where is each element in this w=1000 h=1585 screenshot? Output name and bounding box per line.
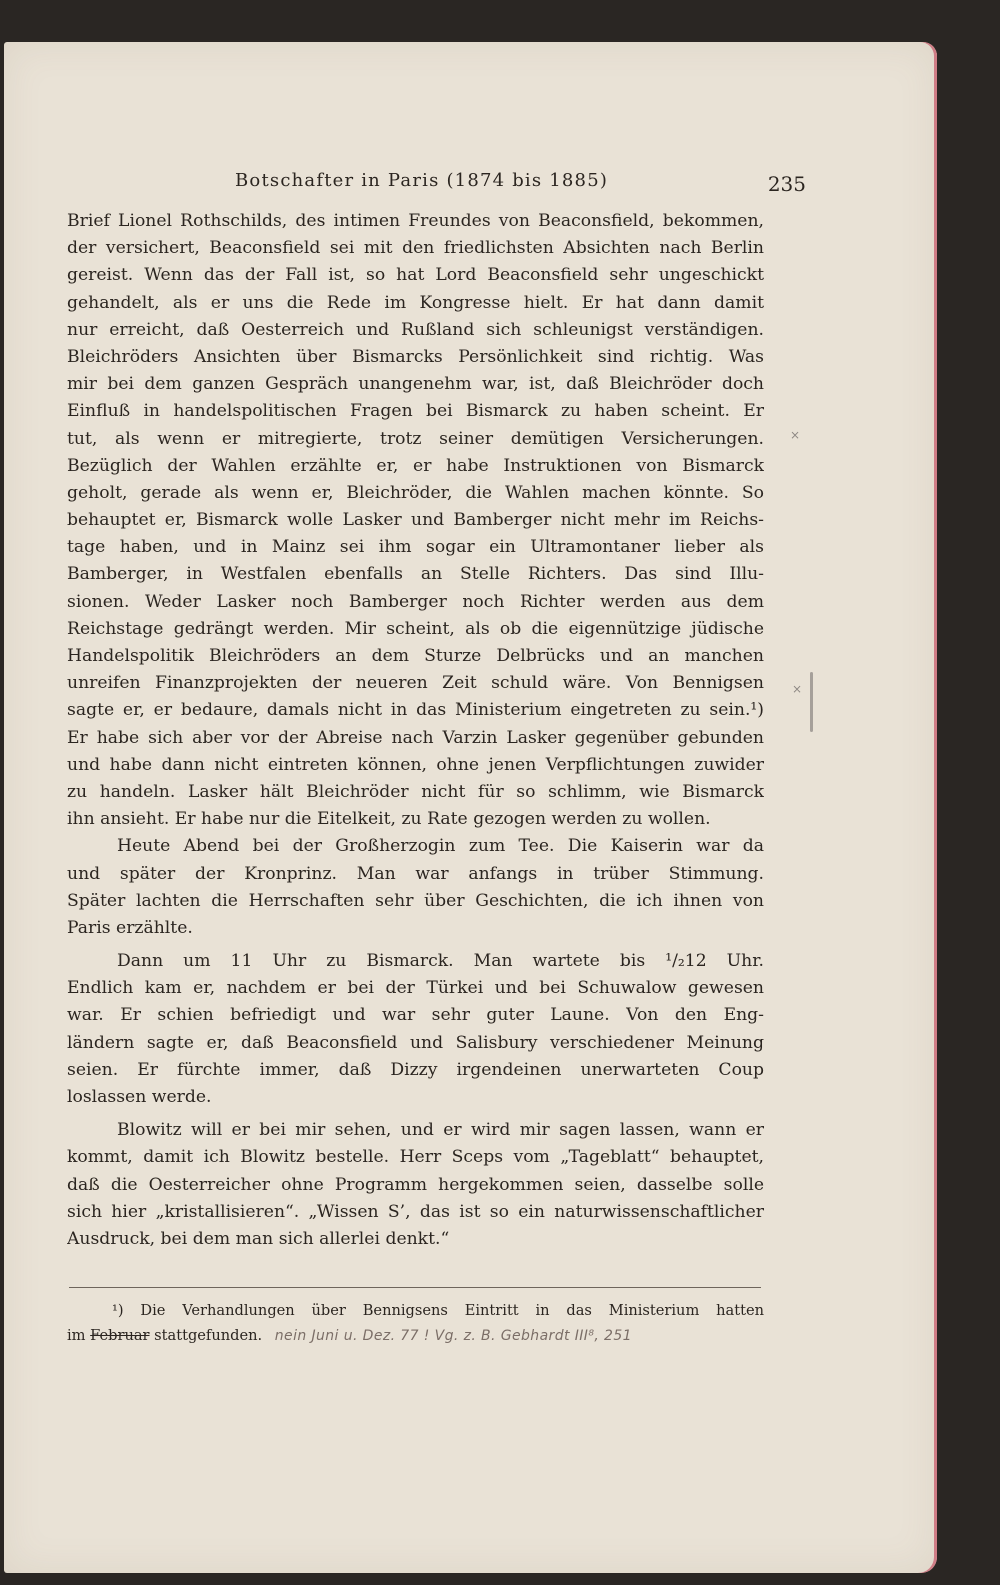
text-line: und später der Kronprinz. Man war anfangs in trüber Stimmung. xyxy=(67,863,764,884)
text-line: Dann um 11 Uhr zu Bismarck. Man wartete bis ¹/₂12 Uhr. xyxy=(117,951,764,972)
text-line: Endlich kam er, nachdem er bei der Türkei und bei Schuwalow gewesen xyxy=(67,978,764,999)
text-line: sagte er, er bedaure, damals nicht in das Ministerium eingetreten zu sein.¹) xyxy=(67,700,764,721)
text-line: ihn ansieht. Er habe nur die Eitelkeit, zu Rate gezogen werden zu wollen. xyxy=(67,809,711,830)
margin-pencil-mark: × xyxy=(792,682,803,696)
text-line: tut, als wenn er mitregierte, trotz seiner demütigen Versicherungen. xyxy=(67,428,764,449)
footnote-divider xyxy=(69,1287,761,1288)
text-line: Handelspolitik Bleichröders an dem Sturze Delbrücks und an manchen xyxy=(67,646,764,666)
footnote xyxy=(67,1298,764,1348)
running-head xyxy=(67,170,806,198)
margin-pencil-mark: × xyxy=(790,428,801,442)
text-line: daß die Oesterreicher ohne Programm hergekommen seien, dasselbe solle xyxy=(67,1174,764,1195)
text-line: ländern sagte er, daß Beaconsfield und Salisbury verschiedener Meinung xyxy=(67,1032,764,1053)
text-line: Reichstage gedrängt werden. Mir scheint, als ob die eigennützige jüdische xyxy=(67,618,764,639)
text-line: seien. Er fürchte immer, daß Dizzy irgendeinen unerwarteten Coup xyxy=(67,1059,764,1080)
text-line: geholt, gerade als wenn er, Bleichröder, die Wahlen machen könnte. So xyxy=(67,482,764,503)
footnote-line: ¹) Die Verhandlungen über Bennigsens Eintritt in das Ministerium hatten xyxy=(112,1302,764,1319)
text-line: sionen. Weder Lasker noch Bamberger noch Richter werden aus dem xyxy=(67,591,764,612)
text-line: Paris erzählte. xyxy=(67,917,193,938)
text-line: unreifen Finanzprojekten der neueren Zeit schuld wäre. Von Bennigsen xyxy=(67,673,764,694)
margin-ink-mark xyxy=(810,672,813,732)
text-line: Einfluß in handelspolitischen Fragen bei Bismarck zu haben scheint. Er xyxy=(67,401,764,422)
text-line: nur erreicht, daß Oesterreich und Rußland sich schleunigst verständigen. xyxy=(67,319,764,340)
text-line: tage haben, und in Mainz sei ihm sogar ein Ultramontaner lieber als xyxy=(67,537,764,558)
text-line: behauptet er, Bismarck wolle Lasker und Bamberger nicht mehr im Reichs- xyxy=(67,510,764,531)
text-line: gereist. Wenn das der Fall ist, so hat Lord Beaconsfield sehr ungeschickt xyxy=(67,265,764,286)
text-line: zu handeln. Lasker hält Bleichröder nicht für so schlimm, wie Bismarck xyxy=(67,781,764,802)
text-line: Heute Abend bei der Großherzogin zum Tee. Die Kaiserin war da xyxy=(117,836,764,857)
text-line: loslassen werde. xyxy=(67,1087,212,1107)
running-title: Botschafter in Paris (1874 bis 1885) xyxy=(235,170,609,191)
footnote-text: stattgefunden. xyxy=(154,1327,263,1344)
struck-word: Februar xyxy=(90,1327,150,1344)
text-line: gehandelt, als er uns die Rede im Kongresse hielt. Er hat dann damit xyxy=(67,292,764,313)
text-line: mir bei dem ganzen Gespräch unangenehm war, ist, daß Bleichröder doch xyxy=(67,374,764,395)
text-line: Später lachten die Herrschaften sehr über Geschichten, die ich ihnen von xyxy=(67,890,764,911)
footnote-line xyxy=(67,1323,764,1348)
text-line: Bezüglich der Wahlen erzählte er, er habe Instruktionen von Bismarck xyxy=(67,455,764,476)
text-line: der versichert, Beaconsfield sei mit den friedlichsten Absichten nach Berlin xyxy=(67,238,764,259)
handwritten-annotation: nein Juni u. Dez. 77 ! Vg. z. B. Gebhardt III⁸, 251 xyxy=(274,1328,632,1344)
text-line: war. Er schien befriedigt und war sehr guter Laune. Von den Eng- xyxy=(67,1005,764,1026)
footnote-text: im xyxy=(67,1327,86,1344)
text-line: Ausdruck, bei dem man sich allerlei denkt.“ xyxy=(67,1228,450,1249)
text-line: Blowitz will er bei mir sehen, und er wird mir sagen lassen, wann er xyxy=(117,1120,764,1141)
text-line: Brief Lionel Rothschilds, des intimen Freundes von Beaconsfield, bekommen, xyxy=(67,211,764,231)
text-line: Er habe sich aber vor der Abreise nach Varzin Lasker gegenüber gebunden xyxy=(67,727,764,748)
text-line: Bleichröders Ansichten über Bismarcks Persönlichkeit sind richtig. Was xyxy=(67,346,764,367)
book-page xyxy=(4,42,937,1573)
text-line: und habe dann nicht eintreten können, ohne jenen Verpflichtungen zuwider xyxy=(67,754,764,775)
text-line: Bamberger, in Westfalen ebenfalls an Stelle Richters. Das sind Illu- xyxy=(67,564,764,585)
page-number: 235 xyxy=(767,172,806,196)
text-line: sich hier „kristallisieren“. „Wissen S’, das ist so ein naturwissenschaftlicher xyxy=(67,1201,764,1222)
body-text xyxy=(67,208,764,1253)
text-line: kommt, damit ich Blowitz bestelle. Herr Sceps vom „Tageblatt“ behauptet, xyxy=(67,1147,764,1168)
